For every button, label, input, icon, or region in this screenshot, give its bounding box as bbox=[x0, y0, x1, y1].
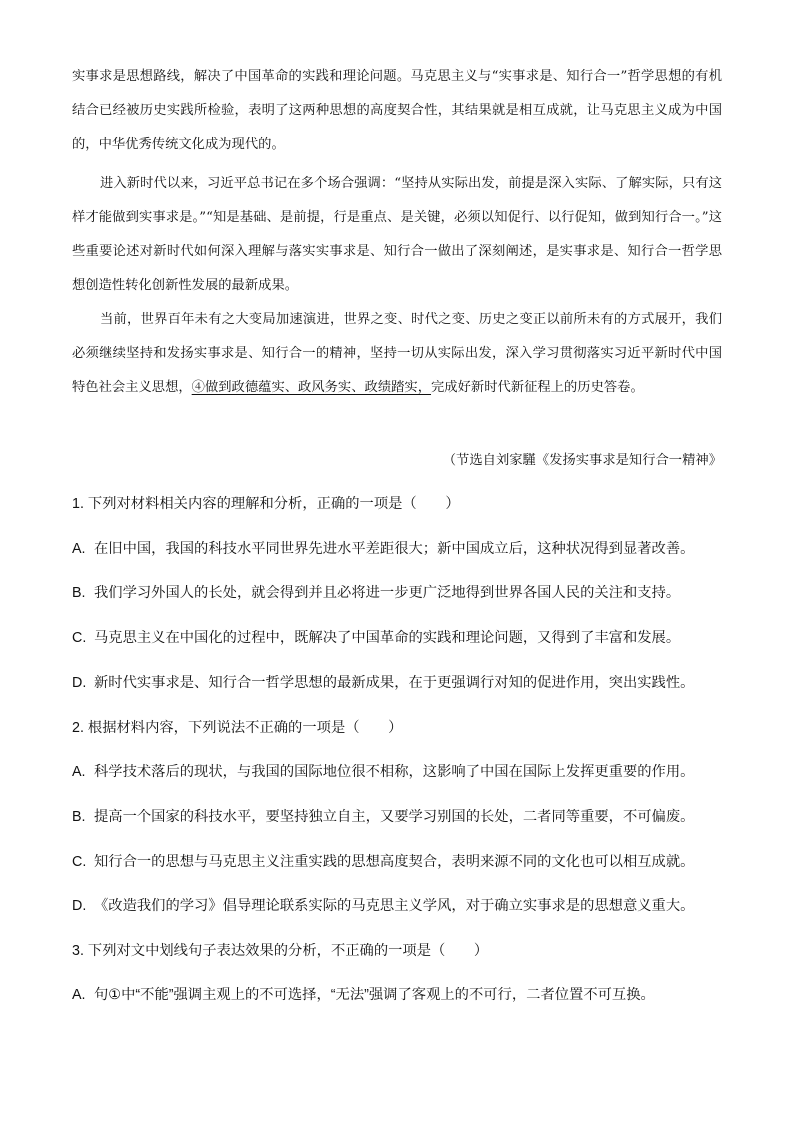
option-label: C. bbox=[72, 854, 87, 870]
question-1-option-d bbox=[72, 671, 732, 695]
question-2-stem: 2. 根据材料内容，下列说法不正确的一项是（ ） bbox=[72, 720, 403, 736]
question-2-option-d bbox=[72, 894, 732, 918]
option-label: B. bbox=[72, 585, 86, 601]
option-label: A. bbox=[72, 764, 86, 780]
question-1-option-b bbox=[72, 581, 732, 605]
option-text: 新时代实事求是、知行合一哲学思想的最新成果，在于更强调行对知的促进作用，突出实践性。 bbox=[93, 675, 695, 691]
question-2-option-a bbox=[72, 760, 732, 784]
option-label: B. bbox=[72, 809, 86, 825]
option-text: 马克思主义在中国化的过程中，既解决了中国革命的实践和理论问题，又得到了丰富和发展。 bbox=[93, 630, 681, 646]
question-3-stem: 3. 下列对文中划线句子表达效果的分析，不正确的一项是（ ） bbox=[72, 943, 489, 959]
article-paragraph-1: 实事求是思想路线，解决了中国革命的实践和理论问题。马克思主义与“实事求是、知行合一”哲学思想的有机结合已经被历史实践所检验，表明了这两种思想的高度契合性，其结果就是相互成就，让马克思主义成为中国的，中华优秀传统文化成为现代的。 bbox=[72, 69, 722, 152]
question-2-option-c bbox=[72, 850, 732, 874]
option-text: 《改造我们的学习》倡导理论联系实际的马克思主义学风，对于确立实事求是的思想意义重大。 bbox=[93, 898, 695, 914]
option-label: D. bbox=[72, 898, 87, 914]
option-text: 科学技术落后的现状，与我国的国际地位很不相称，这影响了中国在国际上发挥更重要的作用。 bbox=[93, 764, 695, 780]
option-label: A. bbox=[72, 541, 86, 557]
option-label: C. bbox=[72, 630, 87, 646]
option-label: A. bbox=[72, 987, 86, 1003]
paragraph-3-text-before: 当前，世界百年未有之大变局加速演进，世界之变、时代之变、历史之变正以前所未有的方式展开，我们必须继续坚持和发扬实事求是、知行合一的精神，坚持一切从实际出发，深入学习贯彻落实习近平新时代中国特色社会主义思想， bbox=[72, 312, 722, 395]
option-label: D. bbox=[72, 675, 87, 691]
option-text: 我们学习外国人的长处，就会得到并且必将进一步更广泛地得到世界各国人民的关注和支持。 bbox=[93, 585, 681, 601]
question-1-option-a bbox=[72, 537, 732, 561]
source-citation: （节选自刘家騹《发扬实事求是知行合一精神》 bbox=[442, 453, 722, 468]
option-text: 提高一个国家的科技水平，要坚持独立自主，又要学习别国的长处，二者同等重要，不可偏废。 bbox=[93, 809, 695, 825]
option-text: 在旧中国，我国的科技水平同世界先进水平差距很大；新中国成立后，这种状况得到显著改善。 bbox=[93, 541, 695, 557]
question-1-stem: 1. 下列对材料相关内容的理解和分析，正确的一项是（ ） bbox=[72, 496, 460, 512]
question-2-option-b bbox=[72, 805, 732, 829]
question-3-option-a bbox=[72, 983, 732, 1007]
article-paragraph-2: 进入新时代以来，习近平总书记在多个场合强调：“坚持从实际出发，前提是深入实际、了解实际，只有这样才能做到实事求是。”“知是基础、是前提，行是重点、是关键，必须以知促行、以行促知，做到知行合一。”这些重要论述对新时代如何深入理解与落实实事求是、知行合一做出了深刻阐述，是实事求是、知行合一哲学思想创造性转化创新性发展的最新成果。 bbox=[72, 176, 722, 293]
question-1-option-c bbox=[72, 626, 732, 650]
underlined-sentence-4: ④做到政德蕴实、政风务实、政绩踏实， bbox=[191, 380, 432, 395]
option-text: 知行合一的思想与马克思主义注重实践的思想高度契合，表明来源不同的文化也可以相互成就。 bbox=[93, 854, 695, 870]
paragraph-3-text-after: 完成好新时代新征程上的历史答卷。 bbox=[431, 380, 644, 395]
article-paragraph-3 bbox=[72, 303, 722, 405]
option-text: 句①中“不能”强调主观上的不可选择，“无法”强调了客观上的不可行，二者位置不可互换。 bbox=[93, 987, 655, 1003]
